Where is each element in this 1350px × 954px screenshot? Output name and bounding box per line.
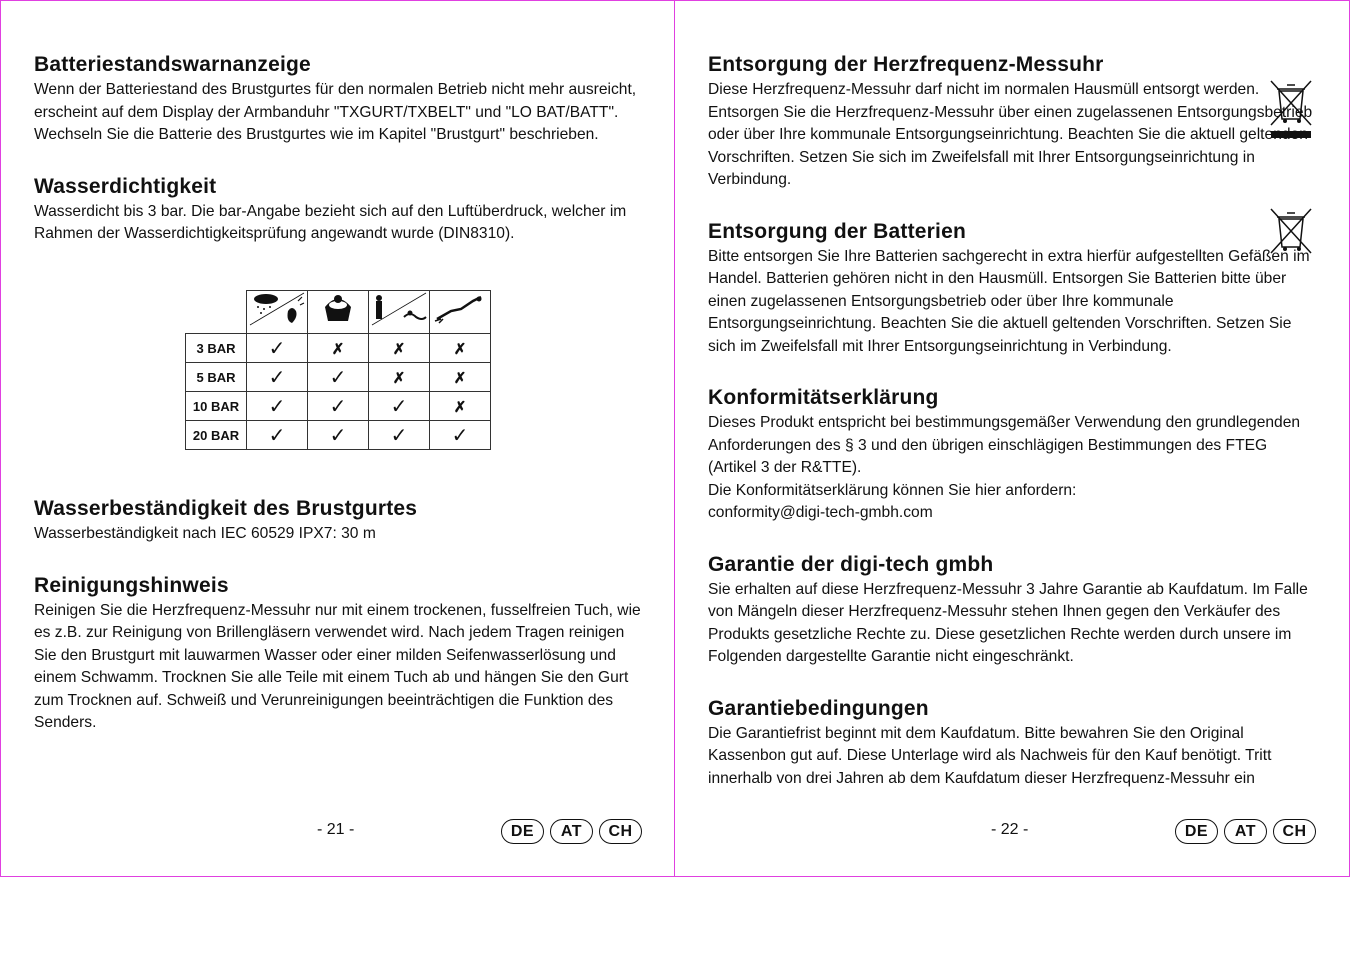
rain-splash-icon <box>247 291 308 334</box>
section-text: Dieses Produkt entspricht bei bestimmungsgemäßer Verwendung den grundlegenden Anforderungen des § 3 und den übrigen einschlägigen Bestimmungen des FTEG (Artikel 3 der R&TTE). <box>708 414 1301 476</box>
cross-icon: ✗ <box>369 363 430 392</box>
right-column <box>708 51 1313 816</box>
bath-icon <box>308 291 369 334</box>
row-label: 5 BAR <box>186 363 247 392</box>
check-icon: ✓ <box>308 392 369 421</box>
cross-icon: ✗ <box>430 334 491 363</box>
table-row <box>186 421 491 450</box>
cross-icon: ✗ <box>369 334 430 363</box>
section-text: Reinigen Sie die Herzfrequenz-Messuhr nur mit einem trockenen, fusselfreien Tuch, wie es z.B. zur Reinigung von Brillengläsern verwendet wird. Nach jedem Tragen reinigen Sie den Brustgurt mit lauwarmen Wasser oder einer milden Seifenwasserlösung und einem Schwamm. Trocknen Sie alle Teile mit einem Tuch ab und hängen Sie den Gurt zum Trocknen auf. Schweiß und Verunreinigungen beeinträchtigen die Funktion des Senders. <box>34 601 641 731</box>
cross-icon: ✗ <box>308 334 369 363</box>
section-text: Wasserdicht bis 3 bar. Die bar-Angabe bezieht sich auf den Luftüberdruck, welcher im Rahmen der Wasserdichtigkeitsprüfung angewandt wurde (DIN8310). <box>34 202 627 242</box>
row-label: 20 BAR <box>186 421 247 450</box>
country-badges <box>501 819 642 844</box>
section-text: Sie erhalten auf diese Herzfrequenz-Messuhr 3 Jahre Garantie ab Kaufdatum. Im Falle von Mängeln dieser Herzfrequenz-Messuhr stehen Ihnen gegen den Verkäufer des Produkts gesetzliche Rechte zu. Diese gesetzlichen Rechte werden durch unsere im Folgenden dargestellte Garantie nicht eingeschränkt. <box>708 580 1308 665</box>
section-title: Entsorgung der Herzfrequenz-Messuhr <box>708 53 1104 76</box>
shower-swim-icon <box>369 291 430 334</box>
country-badge: DE <box>1175 819 1218 844</box>
check-icon: ✓ <box>247 421 308 450</box>
section-text: Die Konformitätserklärung können Sie hier anfordern: <box>708 481 1077 499</box>
section-cleaning <box>34 572 646 735</box>
section-title: Konformitätserklärung <box>708 386 939 409</box>
cross-icon: ✗ <box>430 392 491 421</box>
section-device-disposal <box>708 51 1313 192</box>
country-badges <box>1175 819 1316 844</box>
section-title: Wasserbeständigkeit des Brustgurtes <box>34 497 418 520</box>
row-label: 10 BAR <box>186 392 247 421</box>
section-title: Reinigungshinweis <box>34 573 229 597</box>
section-text: Bitte entsorgen Sie Ihre Batterien sachgerecht in extra hierfür aufgestellten Gefäßen im Handel. Batterien gehören nicht in den Hausmüll. Entsorgen Sie Batterien bitte über einen zugelassenen Entsorgungsbetrieb oder über Ihre kommunale Entsorgungseinrichtung. Beachten Sie die aktuell geltenden Vorschriften. Setzen Sie sich im Zweifelsfall mit Ihrer Entsorgungseinrichtung in Verbindung. <box>708 247 1310 355</box>
section-title: Garantie der digi-tech gmbh <box>708 552 994 576</box>
section-chest-strap-water <box>34 495 646 546</box>
conformity-email: conformity@digi-tech-gmbh.com <box>708 504 933 521</box>
page-right <box>674 0 1350 877</box>
country-badge: AT <box>1224 819 1267 844</box>
section-title: Wasserdichtigkeit <box>34 174 217 198</box>
check-icon: ✓ <box>247 392 308 421</box>
check-icon: ✓ <box>247 363 308 392</box>
left-column-lower <box>34 495 646 761</box>
left-column <box>34 51 646 272</box>
page-left <box>0 0 675 877</box>
section-title: Entsorgung der Batterien <box>708 219 966 243</box>
section-text: Diese Herzfrequenz-Messuhr darf nicht im normalen Hausmüll entsorgt werden. Entsorgen Sie die Herzfrequenz-Messuhr über einen zugelassenen Entsorgungsbetrieb oder über Ihre kommunale Entsorgungseinrichtung. Beachten Sie die aktuell geltenden Vorschriften. Setzen Sie sich im Zweifelsfall mit Ihrer Entsorgungseinrichtung in Verbindung. <box>708 81 1313 188</box>
table-row <box>186 334 491 363</box>
table-header-row <box>186 291 491 334</box>
country-badge: CH <box>1273 819 1316 844</box>
section-waterproof <box>34 173 646 246</box>
check-icon: ✓ <box>430 421 491 450</box>
section-battery-warning <box>34 51 646 147</box>
section-title: Garantiebedingungen <box>708 696 929 720</box>
check-icon: ✓ <box>247 334 308 363</box>
section-text: Wasserbeständigkeit nach IEC 60529 IPX7: 30 m <box>34 525 376 542</box>
check-icon: ✓ <box>308 363 369 392</box>
section-text: Die Garantiefrist beginnt mit dem Kaufdatum. Bitte bewahren Sie den Original Kassenbon gut auf. Diese Unterlage wird als Nachweis für den Kauf benötigt. Tritt innerhalb von drei Jahren ab dem Kaufdatum dieser Herzfrequenz-Messuhr ein <box>708 724 1272 787</box>
row-label: 3 BAR <box>186 334 247 363</box>
table-row <box>186 363 491 392</box>
check-icon: ✓ <box>369 392 430 421</box>
page-number: - 22 - <box>991 821 1029 838</box>
section-battery-disposal <box>708 218 1313 359</box>
section-warranty-terms <box>708 695 1313 791</box>
cross-icon: ✗ <box>430 363 491 392</box>
country-badge: AT <box>550 819 593 844</box>
table-row <box>186 392 491 421</box>
section-text: Wenn der Batteriestand des Brustgurtes für den normalen Betrieb nicht mehr ausreicht, erscheint auf dem Display der Armbanduhr "TXGURT/TXBELT" und "LO BAT/BATT". Wechseln Sie die Batterie des Brustgurtes wie im Kapitel "Brustgurt" beschrieben. <box>34 81 637 143</box>
country-badge: CH <box>599 819 642 844</box>
dive-icon <box>430 291 491 334</box>
section-conformity <box>708 384 1313 525</box>
check-icon: ✓ <box>369 421 430 450</box>
check-icon: ✓ <box>308 421 369 450</box>
page-number: - 21 - <box>317 821 355 838</box>
country-badge: DE <box>501 819 544 844</box>
section-warranty <box>708 551 1313 669</box>
section-title: Batteriestandswarnanzeige <box>34 53 311 76</box>
water-resistance-table <box>185 290 491 450</box>
